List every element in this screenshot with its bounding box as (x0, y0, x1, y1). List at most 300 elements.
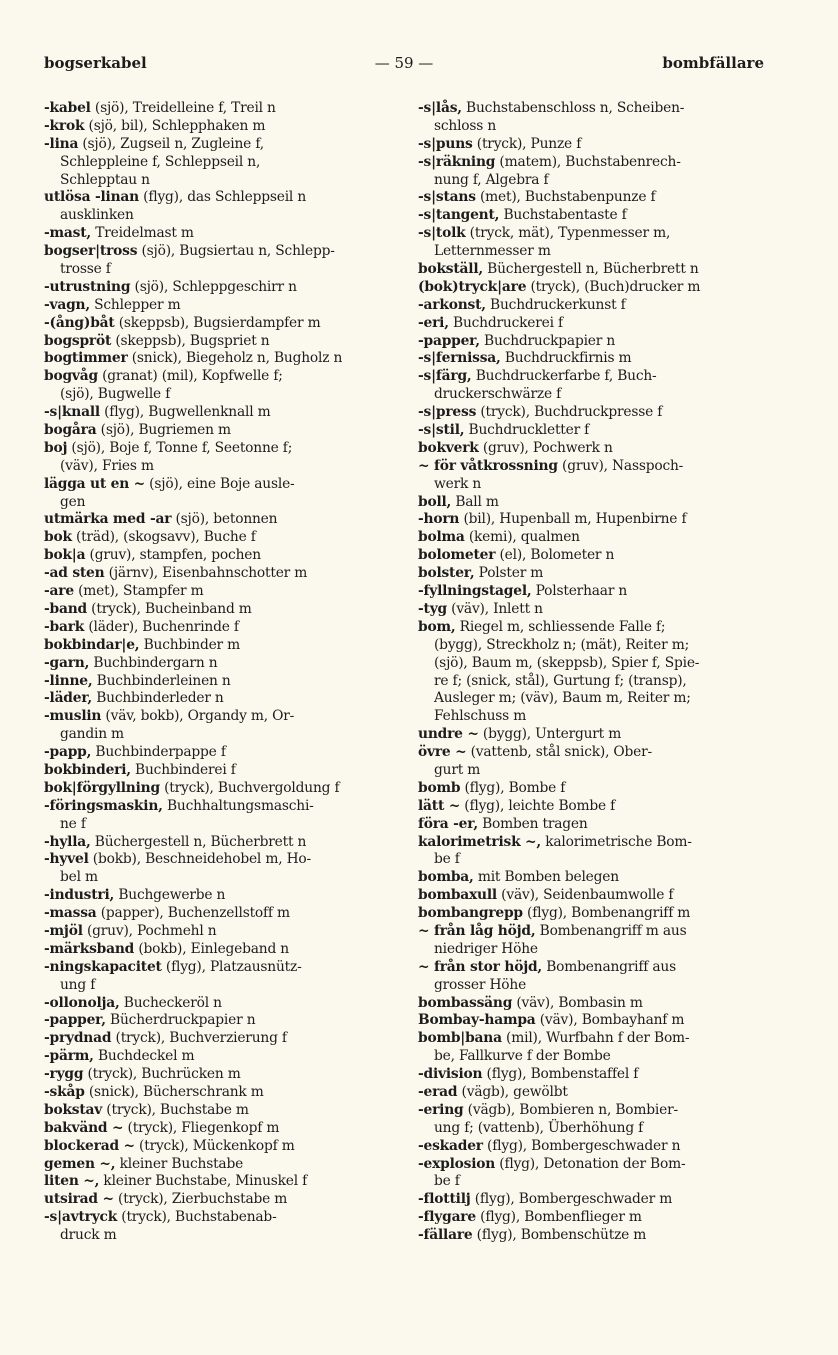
dictionary-entry (44, 1191, 394, 1209)
translation: re f; (snick, stål), Gurtung f; (transp), (434, 672, 687, 689)
entry-continuation (418, 172, 766, 190)
translation: (väv), Bombayhanf m (535, 1012, 685, 1029)
dictionary-entry (418, 1084, 766, 1102)
headword: -kabel (44, 100, 91, 116)
headword: bolometer (418, 547, 496, 564)
dictionary-entry (418, 225, 766, 243)
dictionary-entry (44, 655, 394, 673)
headword: -krok (44, 117, 85, 134)
translation: (tryck), Bucheinband m (87, 600, 252, 617)
dictionary-entry (418, 189, 766, 207)
translation: (sjö), Schleppgeschirr n (130, 278, 297, 295)
translation: Buchbinderleinen n (92, 672, 231, 689)
dictionary-entry (418, 404, 766, 422)
translation: (flyg), Bugwellenknall m (99, 404, 271, 421)
headword: -flygare (418, 1209, 476, 1226)
headword: -division (418, 1066, 483, 1083)
headword: ~ från stor höjd, (418, 958, 543, 975)
entry-continuation (418, 708, 766, 726)
dictionary-entry (44, 315, 394, 333)
entry-continuation (44, 1227, 394, 1245)
entry-continuation (44, 977, 394, 995)
headword: bakvänd ~ (44, 1119, 124, 1136)
headword: -garn, (44, 654, 90, 671)
translation: Buchdruckpapier n (479, 332, 616, 349)
dictionary-entry (418, 136, 766, 154)
translation: Büchergestell n, Bücherbrett n (90, 833, 307, 850)
headword: -s|stans (418, 189, 476, 206)
translation: ne f (60, 815, 86, 832)
translation: (sjö), betonnen (171, 511, 278, 528)
translation: (flyg), Bombergeschwader m (470, 1191, 673, 1208)
translation: Buchbinderleder n (92, 690, 224, 707)
translation: (flyg), Bombenschütze m (472, 1227, 647, 1244)
dictionary-entry (418, 923, 766, 941)
translation: (tryck), Fliegenkopf m (123, 1119, 280, 1136)
headword: -föringsmaskin, (44, 797, 163, 814)
translation: (järnv), Eisenbahnschotter m (104, 565, 308, 582)
headword: bolster, (418, 565, 475, 582)
entry-continuation (418, 851, 766, 869)
headword: -s|fernissa, (418, 350, 501, 367)
translation: Buchhaltungsmaschi- (162, 797, 314, 814)
dictionary-entry (44, 1209, 394, 1227)
translation: (snick), Biegeholz n, Bugholz n (127, 350, 343, 367)
translation: (met), Buchstabenpunze f (475, 189, 656, 206)
headword: -mast, (44, 225, 92, 242)
dictionary-entry (44, 136, 394, 154)
entry-continuation (44, 261, 394, 279)
headword: bokstav (44, 1101, 103, 1118)
dictionary-entry (44, 959, 394, 977)
headword: blockerad ~ (44, 1137, 135, 1154)
translation: be f (434, 851, 460, 868)
headword: -s|tangent, (418, 207, 500, 224)
translation: niedriger Höhe (434, 940, 538, 957)
translation: bel m (60, 869, 98, 886)
translation: (väv), Fries m (60, 457, 154, 474)
translation: (sjö), Baum m, (skeppsb), Spier f, Spie- (434, 654, 700, 671)
dictionary-entry (418, 959, 766, 977)
translation: kalorimetrische Bom- (541, 833, 692, 850)
headword: -hyvel (44, 851, 89, 868)
headword: bokbindar|e, (44, 636, 140, 653)
headword: kalorimetrisk ~, (418, 833, 542, 850)
entry-continuation (44, 726, 394, 744)
header-left-guideword: bogserkabel (44, 54, 147, 72)
dictionary-entry (44, 744, 394, 762)
dictionary-entry (44, 637, 394, 655)
translation: (sjö), Treidelleine f, Treil n (90, 100, 276, 116)
headword: ~ från låg höjd, (418, 922, 536, 939)
translation: (tryck), Buchdruckpresse f (476, 404, 663, 421)
translation: (bokb), Beschneidehobel m, Ho- (88, 851, 311, 868)
entry-continuation (418, 673, 766, 691)
translation: Bücherdruckpapier n (105, 1012, 256, 1029)
dictionary-entry (418, 887, 766, 905)
headword: bom, (418, 618, 456, 635)
dictionary-entry (44, 333, 394, 351)
translation: (flyg), Bombenflieger m (475, 1209, 642, 1226)
translation: (granat) (mil), Kopfwelle f; (97, 368, 283, 385)
headword: -ningskapacitet (44, 958, 162, 975)
headword: bombaxull (418, 887, 497, 904)
translation: (flyg), Bombenangriff m (522, 905, 691, 922)
translation: schloss n (434, 117, 497, 134)
dictionary-entry (418, 601, 766, 619)
headword: Bombay-hampa (418, 1012, 536, 1029)
dictionary-entry (44, 1138, 394, 1156)
headword: bombangrepp (418, 905, 523, 922)
header-right-guideword: bombfällare (662, 54, 764, 72)
headword: bogåra (44, 422, 97, 439)
translation: Fehlschuss m (434, 708, 527, 725)
translation: ung f; (vattenb), Überhöhung f (434, 1119, 644, 1136)
dictionary-entry (418, 1227, 766, 1245)
dictionary-entry (418, 726, 766, 744)
headword: -papp, (44, 744, 92, 761)
headword: utsirad ~ (44, 1191, 114, 1208)
headword: -rygg (44, 1066, 84, 1083)
translation: (gruv), stampfen, pochen (85, 547, 261, 564)
headword: bolma (418, 529, 465, 546)
headword: -tyg (418, 600, 447, 617)
translation: (sjö, bil), Schlepphaken m (84, 117, 266, 134)
dictionary-entry (44, 905, 394, 923)
dictionary-entry (44, 1084, 394, 1102)
translation: (bygg), Streckholz n; (mät), Reiter m; (434, 636, 690, 653)
entry-continuation (418, 762, 766, 780)
page-number: — 59 — (374, 54, 434, 72)
headword: -erad (418, 1083, 458, 1100)
dictionary-entry (418, 744, 766, 762)
headword: -s|tolk (418, 225, 466, 242)
translation: (tryck), Punze f (472, 135, 582, 152)
headword: -ollonolja, (44, 994, 120, 1011)
headword: -lina (44, 135, 79, 152)
dictionary-entry (418, 1102, 766, 1120)
headword: -eskader (418, 1137, 483, 1154)
dictionary-entry (418, 1012, 766, 1030)
entry-continuation (44, 172, 394, 190)
headword: -s|knall (44, 404, 100, 421)
translation: (gruv), Nasspoch- (557, 457, 684, 474)
headword: bomba, (418, 869, 474, 886)
translation: (flyg), das Schleppseil n (138, 189, 307, 206)
dictionary-entry (418, 511, 766, 529)
translation: gurt m (434, 761, 481, 778)
dictionary-entry (44, 1120, 394, 1138)
dictionary-entry (44, 601, 394, 619)
translation: (snick), Bücherschrank m (84, 1083, 264, 1100)
headword: bombassäng (418, 994, 513, 1011)
entry-continuation (418, 690, 766, 708)
dictionary-entry (418, 100, 766, 118)
headword: -are (44, 583, 74, 600)
translation: (flyg), Platzausnütz- (161, 958, 302, 975)
dictionary-entry (44, 690, 394, 708)
translation: Schlepper m (89, 296, 181, 313)
entry-continuation (44, 458, 394, 476)
dictionary-entry (418, 816, 766, 834)
headword: utlösa -linan (44, 189, 139, 206)
dictionary-entry (418, 1209, 766, 1227)
translation: Schlepptau n (60, 171, 150, 188)
entry-continuation (418, 1048, 766, 1066)
dictionary-entry (418, 869, 766, 887)
headword: boj (44, 439, 68, 456)
dictionary-entry (44, 100, 394, 118)
translation: (skeppsb), Bugsierdampfer m (114, 314, 321, 331)
dictionary-entry (44, 923, 394, 941)
headword: bokverk (418, 439, 479, 456)
headword: -s|lås, (418, 100, 462, 116)
headword: -eri, (418, 314, 449, 331)
dictionary-entry (44, 1102, 394, 1120)
headword: gemen ~, (44, 1155, 116, 1172)
dictionary-entry (44, 941, 394, 959)
dictionary-entry (44, 762, 394, 780)
translation: (tryck), Buchvergoldung f (159, 779, 340, 796)
translation: (flyg), Detonation der Bom- (495, 1155, 686, 1172)
translation: (sjö), Zugseil n, Zugleine f, (78, 135, 264, 152)
translation: Bombenangriff aus (542, 958, 676, 975)
translation: (sjö), Boje f, Tonne f, Seetonne f; (67, 439, 293, 456)
dictionary-entry (44, 887, 394, 905)
dictionary-entry (44, 297, 394, 315)
translation: be f (434, 1173, 460, 1190)
translation: (väv), Seidenbaumwolle f (496, 887, 674, 904)
dictionary-entry (44, 476, 394, 494)
dictionary-entry (418, 1030, 766, 1048)
headword: -vagn, (44, 296, 90, 313)
headword: bok (44, 529, 72, 546)
dictionary-entry (44, 189, 394, 207)
dictionary-entry (44, 118, 394, 136)
entry-continuation (44, 494, 394, 512)
headword: -utrustning (44, 278, 131, 295)
headword: bogvåg (44, 368, 98, 385)
entry-continuation (418, 386, 766, 404)
dictionary-entry (44, 529, 394, 547)
entry-continuation (418, 655, 766, 673)
translation: Buchdruckerkunst f (485, 296, 626, 313)
dictionary-entry (418, 619, 766, 637)
translation: (tryck), Zierbuchstabe m (113, 1191, 288, 1208)
entry-continuation (44, 386, 394, 404)
translation: druckerschwärze f (434, 386, 562, 403)
translation: Buchstabentaste f (499, 207, 627, 224)
translation: ausklinken (60, 207, 134, 224)
entry-continuation (418, 637, 766, 655)
translation: Polster m (474, 565, 544, 582)
headword: utmärka med -ar (44, 511, 172, 528)
translation: Buchbinderei f (130, 761, 236, 778)
translation: (vattenb, stål snick), Ober- (466, 744, 653, 761)
translation: (skeppsb), Bugspriet n (111, 332, 270, 349)
dictionary-entry (418, 1156, 766, 1174)
page-header (44, 54, 764, 76)
translation: grosser Höhe (434, 976, 527, 993)
translation: mit Bomben belegen (473, 869, 619, 886)
translation: Bombenangriff m aus (535, 922, 687, 939)
headword: -skåp (44, 1083, 85, 1100)
dictionary-entry (44, 368, 394, 386)
dictionary-entry (418, 333, 766, 351)
translation: (flyg), leichte Bombe f (460, 797, 616, 814)
translation: Schleppleine f, Schleppseil n, (60, 153, 261, 170)
dictionary-entry (44, 225, 394, 243)
translation: Buchbindergarn n (89, 654, 218, 671)
dictionary-entry (44, 1048, 394, 1066)
headword: bok|förgyllning (44, 779, 160, 796)
headword: bokställ, (418, 261, 483, 278)
entry-continuation (44, 207, 394, 225)
translation: (matem), Buchstabenrech- (495, 153, 681, 170)
dictionary-entry (44, 619, 394, 637)
translation: (sjö), Bugriemen m (96, 422, 231, 439)
translation: trosse f (60, 261, 111, 278)
headword: -papper, (418, 332, 480, 349)
headword: -s|puns (418, 135, 473, 152)
dictionary-entry (418, 440, 766, 458)
translation: (träd), (skogsavv), Buche f (71, 529, 256, 546)
headword: lätt ~ (418, 797, 461, 814)
translation: (väv), Inlett n (446, 600, 543, 617)
headword: -ad sten (44, 565, 105, 582)
translation: (vägb), gewölbt (457, 1083, 568, 1100)
translation: Buchdeckel m (93, 1048, 195, 1065)
headword: -flottilj (418, 1191, 471, 1208)
dictionary-entry (418, 834, 766, 852)
headword: bogser|tross (44, 243, 138, 260)
dictionary-entry (418, 261, 766, 279)
dictionary-entry (418, 297, 766, 315)
translation: (tryck), (Buch)drucker m (526, 278, 701, 295)
dictionary-entry (418, 458, 766, 476)
translation: (sjö), Bugsiertau n, Schlepp- (137, 243, 335, 260)
translation: (tryck), Buchrücken m (83, 1066, 241, 1083)
translation: Buchbinder m (139, 636, 241, 653)
headword: -band (44, 600, 87, 617)
translation: (läder), Buchenrinde f (84, 618, 239, 635)
headword: -massa (44, 905, 97, 922)
entry-continuation (418, 243, 766, 261)
headword: -hylla, (44, 833, 91, 850)
headword: -muslin (44, 708, 102, 725)
headword: föra -er, (418, 815, 478, 832)
headword: -explosion (418, 1155, 496, 1172)
right-column (418, 100, 766, 1245)
translation: Polsterhaar n (531, 583, 628, 600)
headword: -s|räkning (418, 153, 496, 170)
dictionary-entry (418, 1138, 766, 1156)
translation: (väv), Bombasin m (512, 994, 643, 1011)
translation: (flyg), Bombe f (460, 779, 566, 796)
headword: bomb (418, 779, 461, 796)
translation: (tryck), Buchstabenab- (117, 1209, 277, 1226)
dictionary-entry (418, 494, 766, 512)
translation: Ausleger m; (väv), Baum m, Reiter m; (434, 690, 691, 707)
headword: bogtimmer (44, 350, 128, 367)
dictionary-entry (418, 780, 766, 798)
translation: ung f (60, 976, 96, 993)
translation: (papper), Buchenzellstoff m (96, 905, 290, 922)
headword: -prydnad (44, 1030, 112, 1047)
translation: (kemi), qualmen (464, 529, 580, 546)
translation: gandin m (60, 726, 124, 743)
headword: boll, (418, 493, 452, 510)
translation: (bokb), Einlegeband n (134, 940, 289, 957)
dictionary-entry (44, 798, 394, 816)
headword: -pärm, (44, 1048, 94, 1065)
translation: Buchdruckerei f (448, 314, 563, 331)
headword: -horn (418, 511, 460, 528)
translation: Buchgewerbe n (114, 887, 226, 904)
headword: -bark (44, 618, 85, 635)
translation: Büchergestell n, Bücherbrett n (482, 261, 699, 278)
translation: (tryck), Mückenkopf m (134, 1137, 295, 1154)
dictionary-entry (418, 368, 766, 386)
dictionary-entry (418, 798, 766, 816)
dictionary-entry (44, 243, 394, 261)
dictionary-entry (418, 422, 766, 440)
dictionary-entry (418, 565, 766, 583)
headword: -s|färg, (418, 368, 472, 385)
left-column (44, 100, 394, 1245)
translation: Buchbinderpappe f (91, 744, 226, 761)
headword: -ering (418, 1101, 464, 1118)
translation: (tryck), Buchstabe m (102, 1101, 249, 1118)
translation: nung f, Algebra f (434, 171, 549, 188)
headword: ~ för våtkrossning (418, 457, 558, 474)
translation: Buchstabenschloss n, Scheiben- (461, 100, 685, 116)
dictionary-entry (44, 279, 394, 297)
translation: kleiner Buchstabe (115, 1155, 244, 1172)
dictionary-entry (44, 780, 394, 798)
dictionary-entry (44, 440, 394, 458)
headword: -s|stil, (418, 422, 465, 439)
entry-continuation (418, 977, 766, 995)
headword: undre ~ (418, 726, 479, 743)
dictionary-entry (44, 565, 394, 583)
translation: (tryck), Buchverzierung f (111, 1030, 287, 1047)
headword: -läder, (44, 690, 93, 707)
translation: werk n (434, 475, 482, 492)
headword: -s|avtryck (44, 1209, 118, 1226)
dictionary-entry (418, 547, 766, 565)
dictionary-entry (44, 1012, 394, 1030)
headword: -industri, (44, 887, 115, 904)
translation: (tryck, mät), Typenmesser m, (465, 225, 671, 242)
headword: bomb|bana (418, 1030, 502, 1047)
dictionary-entry (418, 583, 766, 601)
headword: -arkonst, (418, 296, 486, 313)
dictionary-entry (44, 851, 394, 869)
dictionary-entry (44, 673, 394, 691)
dictionary-entry (418, 154, 766, 172)
dictionary-entry (44, 583, 394, 601)
headword: -fyllningstagel, (418, 583, 532, 600)
dictionary-entry (44, 422, 394, 440)
translation: (sjö), eine Boje ausle- (145, 475, 295, 492)
translation: Ball m (451, 493, 499, 510)
dictionary-entry (418, 1066, 766, 1084)
translation: (mil), Wurfbahn f der Bom- (501, 1030, 690, 1047)
dictionary-entry (418, 350, 766, 368)
headword: -s|press (418, 404, 477, 421)
headword: lägga ut en ~ (44, 475, 145, 492)
